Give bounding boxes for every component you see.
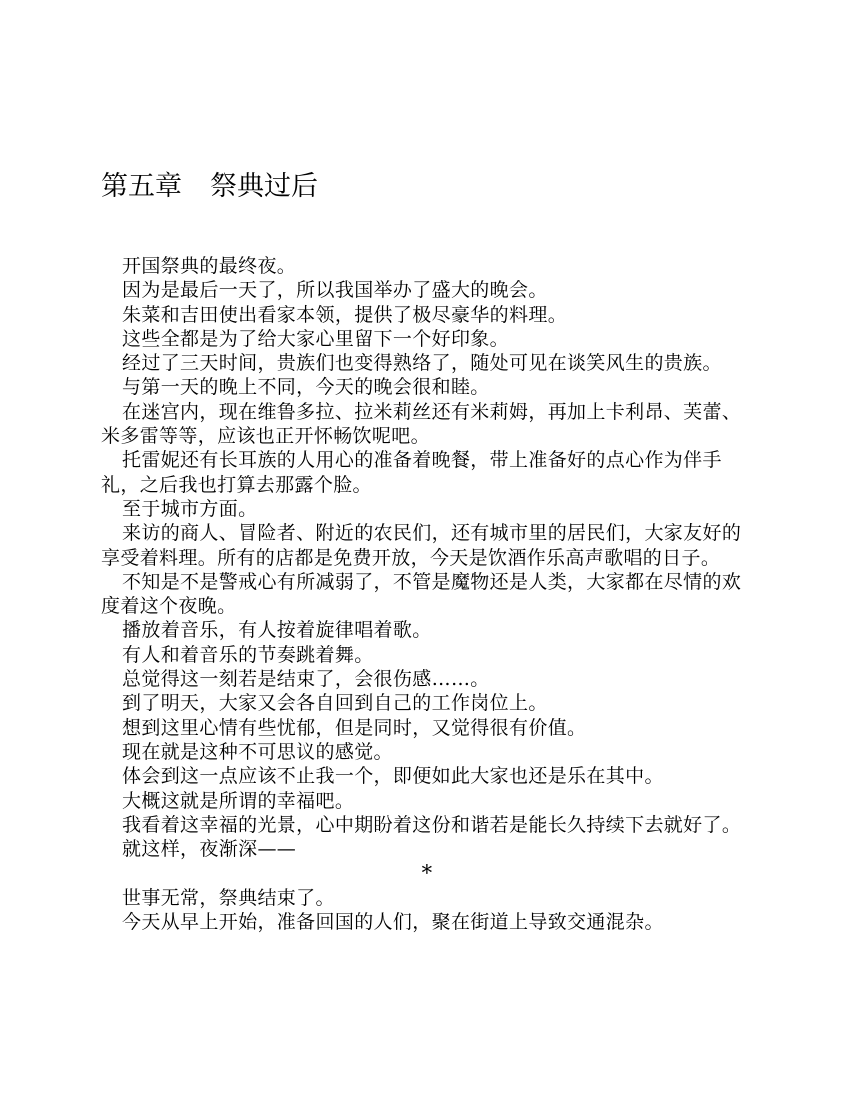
paragraph: 来访的商人、冒险者、附近的农民们，还有城市里的居民们，大家友好的享受着料理。所有的店都是免费开放，今天是饮酒作乐高声歌唱的日子。 bbox=[101, 522, 742, 569]
paragraph: 在迷宫内，现在维鲁多拉、拉米莉丝还有米莉姆，再加上卡利昂、芙蕾、米多雷等等，应该也正开怀畅饮呢吧。 bbox=[101, 400, 742, 448]
paragraph: 这些全都是为了给大家心里留下一个好印象。 bbox=[122, 327, 510, 350]
paragraph: 因为是最后一天了，所以我国举办了盛大的晚会。 bbox=[122, 279, 548, 302]
paragraph: 播放着音乐，有人按着旋律唱着歌。 bbox=[122, 619, 432, 642]
paragraph: 朱菜和吉田使出看家本领，提供了极尽豪华的料理。 bbox=[122, 303, 568, 326]
chapter-number: 第五章 bbox=[101, 171, 182, 202]
paragraph: 现在就是这种不可思议的感觉。 bbox=[122, 740, 393, 763]
chapter-name: 祭典过后 bbox=[210, 171, 318, 202]
paragraph: 世事无常，祭典结束了。 bbox=[122, 886, 335, 909]
paragraph: 与第一天的晚上不同，今天的晚会很和睦。 bbox=[122, 376, 490, 399]
paragraph: 想到这里心情有些忧郁，但是同时，又觉得很有价值。 bbox=[122, 716, 587, 739]
paragraph: 大概这就是所谓的幸福吧。 bbox=[122, 789, 355, 812]
chapter-title bbox=[101, 170, 318, 204]
paragraph: 有人和着音乐的节奏跳着舞。 bbox=[122, 643, 374, 666]
paragraph: 经过了三天时间，贵族们也变得熟络了，随处可见在谈笑风生的贵族。 bbox=[122, 352, 722, 375]
chapter-body bbox=[101, 254, 749, 934]
paragraph: 到了明天，大家又会各自回到自己的工作岗位上。 bbox=[122, 692, 548, 715]
paragraph: 托雷妮还有长耳族的人用心的准备着晚餐，带上准备好的点心作为伴手礼，之后我也打算去那露个脸。 bbox=[101, 449, 722, 496]
paragraph: 开国祭典的最终夜。 bbox=[122, 255, 297, 277]
paragraph: 今天从早上开始，准备回国的人们，聚在街道上导致交通混杂。 bbox=[122, 911, 664, 934]
paragraph: 我看着这幸福的光景，心中期盼着这份和谐若是能长久持续下去就好了。 bbox=[122, 813, 742, 836]
paragraph: 至于城市方面。 bbox=[122, 497, 258, 520]
paragraph: 不知是不是警戒心有所减弱了，不管是魔物还是人类，大家都在尽情的欢度着这个夜晚。 bbox=[101, 570, 742, 618]
paragraph: 体会到这一点应该不止我一个，即便如此大家也还是乐在其中。 bbox=[122, 765, 664, 788]
paragraph: 总觉得这一刻若是结束了，会很伤感……。 bbox=[122, 668, 490, 691]
scene-separator: * bbox=[421, 861, 433, 886]
paragraph: 就这样，夜渐深—— bbox=[122, 838, 297, 861]
